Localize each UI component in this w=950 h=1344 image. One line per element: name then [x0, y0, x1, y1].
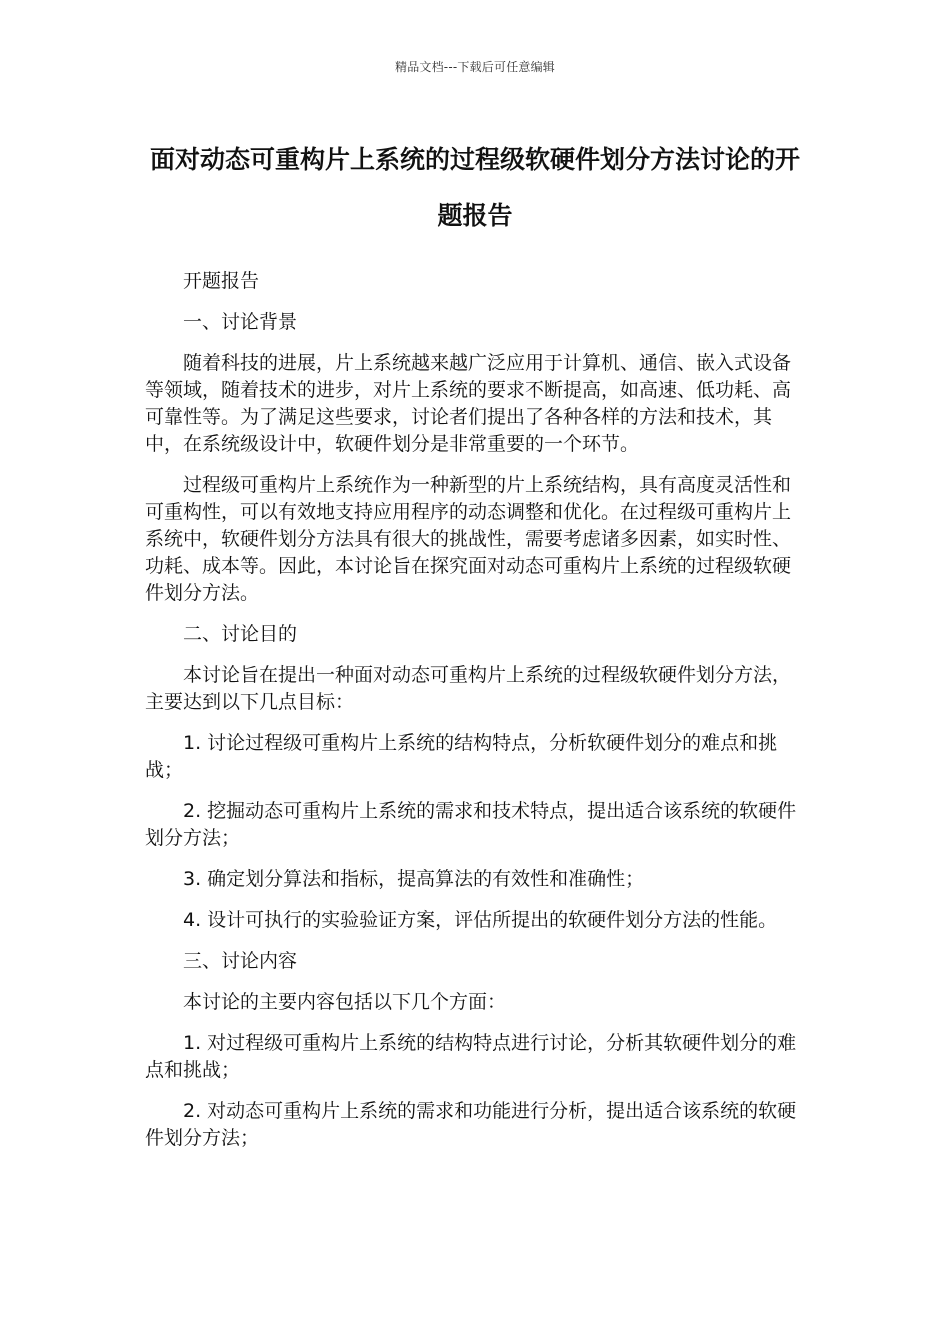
paragraph-content-intro: 本讨论的主要内容包括以下几个方面： — [183, 991, 507, 1013]
list-item-purpose-1: 1. 讨论过程级可重构片上系统的结构特点，分析软硬件划分的难点和挑战； — [145, 732, 778, 781]
paragraph-background-1: 随着科技的进展，片上系统越来越广泛应用于计算机、通信、嵌入式设备等领域，随着技术的进步，对片上系统的要求不断提高，如高速、低功耗、高可靠性等。为了满足这些要求，讨论者们提出了各种各样的方法和技术，其中，在系统级设计中，软硬件划分是非常重要的一个环节。 — [145, 352, 792, 455]
section-heading-background: 一、讨论背景 — [183, 311, 298, 333]
document-body — [145, 268, 805, 1166]
list-item-content-2: 2. 对动态可重构片上系统的需求和功能进行分析，提出适合该系统的软硬件划分方法； — [145, 1100, 797, 1149]
header-note: 精品文档---下载后可任意编辑 — [395, 60, 555, 74]
section-heading-purpose: 二、讨论目的 — [183, 623, 298, 645]
paragraph-background-2: 过程级可重构片上系统作为一种新型的片上系统结构，具有高度灵活性和可重构性，可以有效地支持应用程序的动态调整和优化。在过程级可重构片上系统中，软硬件划分方法具有很大的挑战性，需要考虑诸多因素，如实时性、功耗、成本等。因此，本讨论旨在探究面对动态可重构片上系统的过程级软硬件划分方法。 — [145, 474, 792, 604]
section-heading-content: 三、讨论内容 — [183, 950, 298, 972]
paragraph-purpose-intro: 本讨论旨在提出一种面对动态可重构片上系统的过程级软硬件划分方法，主要达到以下几点目标： — [145, 664, 792, 713]
list-item-content-1: 1. 对过程级可重构片上系统的结构特点进行讨论，分析其软硬件划分的难点和挑战； — [145, 1032, 797, 1081]
list-item-purpose-2: 2. 挖掘动态可重构片上系统的需求和技术特点，提出适合该系统的软硬件划分方法； — [145, 800, 797, 849]
list-item-purpose-3: 3. 确定划分算法和指标，提高算法的有效性和准确性； — [183, 868, 645, 890]
document-title: 面对动态可重构片上系统的过程级软硬件划分方法讨论的开题报告 — [149, 145, 800, 230]
section-label-report: 开题报告 — [183, 270, 260, 292]
list-item-purpose-4: 4. 设计可执行的实验验证方案，评估所提出的软硬件划分方法的性能。 — [183, 909, 778, 931]
